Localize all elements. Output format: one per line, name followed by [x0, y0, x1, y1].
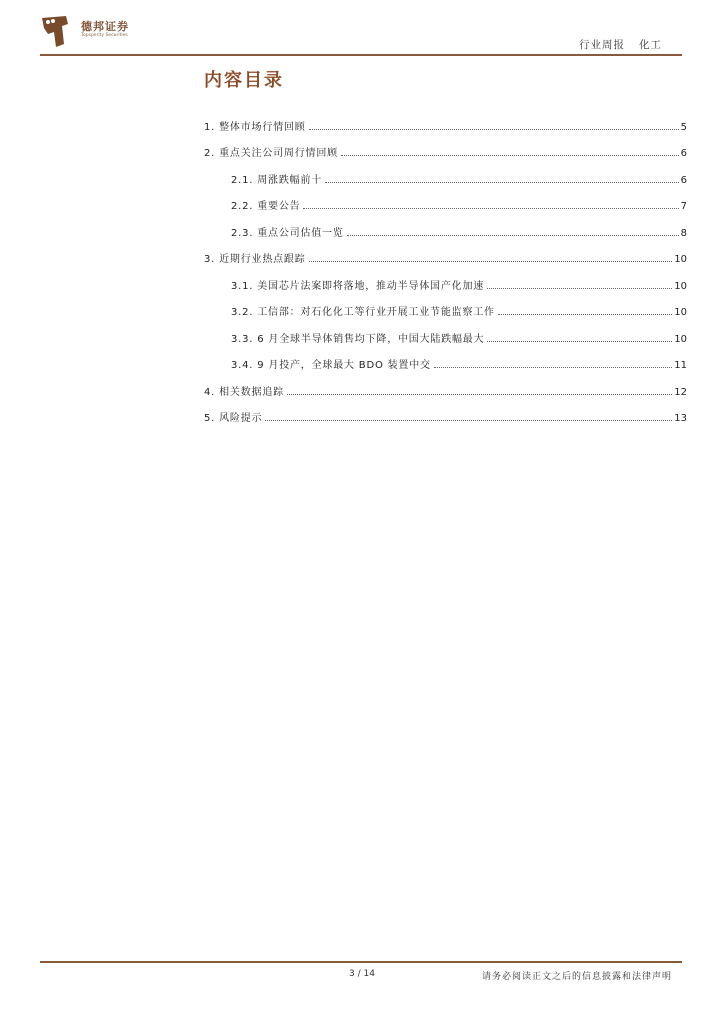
toc-entry-label: 3.4. 9 月投产，全球最大 BDO 装置中交 [231, 360, 431, 371]
toc-entry-label: 2.1. 周涨跌幅前十 [231, 174, 323, 186]
toc-entry-label: 2.2. 重要公告 [231, 201, 301, 212]
toc-entry-page: 10 [674, 307, 687, 318]
toc-dot-leader [303, 208, 678, 209]
toc-dot-leader [487, 288, 672, 289]
toc-entry-label: 5. 风险提示 [204, 413, 263, 424]
toc-entry[interactable] [204, 371, 687, 398]
toc-dot-leader [498, 314, 672, 315]
toc-entry[interactable] [204, 292, 687, 319]
toc-dot-leader [265, 420, 672, 421]
toc-entry[interactable] [204, 398, 687, 425]
toc-entry-label: 3. 近期行业热点跟踪 [204, 254, 306, 265]
toc-entry-label: 3.2. 工信部：对石化化工等行业开展工业节能监察工作 [231, 307, 495, 318]
toc-entry-label: 1. 整体市场行情回顾 [204, 121, 306, 133]
page-number: 3 / 14 [349, 969, 375, 979]
toc-entry-page: 12 [674, 386, 687, 398]
toc-dot-leader [309, 261, 673, 262]
brand-subtitle: Topsperity Securities [81, 33, 128, 38]
toc-entry-label: 4. 相关数据追踪 [204, 386, 284, 398]
toc-entry-page: 10 [674, 333, 687, 345]
toc-entry-label: 2. 重点关注公司周行情回顾 [204, 148, 338, 159]
header-tags [579, 37, 662, 52]
footer-divider [40, 961, 682, 963]
header-divider [40, 54, 682, 56]
toc-entry-page: 6 [680, 174, 687, 186]
toc-dot-leader [287, 394, 672, 395]
toc-entry-page: 7 [680, 201, 687, 212]
toc-entry-page: 10 [674, 254, 687, 265]
toc-entry[interactable] [204, 133, 687, 160]
toc-entry-page: 10 [674, 280, 687, 292]
toc-entry[interactable] [204, 186, 687, 213]
toc-entry[interactable] [204, 265, 687, 292]
toc-dot-leader [434, 367, 672, 368]
toc-entry-page: 6 [680, 148, 687, 159]
toc-entry-label: 3.1. 美国芯片法案即将落地，推动半导体国产化加速 [231, 280, 485, 292]
toc-title: 内容目录 [204, 70, 284, 91]
toc-entry-label: 2.3. 重点公司估值一览 [231, 227, 344, 239]
toc-entry[interactable] [204, 345, 687, 372]
toc-entry[interactable] [204, 239, 687, 266]
toc-entry-label: 3.3. 6 月全球半导体销售均下降，中国大陆跌幅最大 [231, 333, 485, 345]
company-logo-icon [40, 14, 70, 48]
toc-dot-leader [341, 155, 679, 156]
toc-dot-leader [487, 341, 672, 342]
toc-entry[interactable] [204, 159, 687, 186]
toc-dot-leader [347, 235, 679, 236]
toc-entry-page: 11 [674, 360, 687, 371]
toc-dot-leader [309, 129, 679, 130]
brand-name: 德邦证券 [81, 20, 129, 33]
toc-entry[interactable] [204, 106, 687, 133]
industry-tag: 化工 [639, 39, 662, 51]
toc-dot-leader [325, 182, 679, 183]
toc-entry-page: 5 [680, 121, 687, 133]
toc-entry-page: 8 [680, 227, 687, 239]
toc-entry[interactable] [204, 318, 687, 345]
toc-entry[interactable] [204, 212, 687, 239]
table-of-contents [204, 106, 687, 424]
report-type: 行业周报 [579, 39, 625, 51]
legal-disclaimer: 请务必阅读正文之后的信息披露和法律声明 [481, 972, 672, 982]
toc-entry-page: 13 [674, 413, 687, 424]
